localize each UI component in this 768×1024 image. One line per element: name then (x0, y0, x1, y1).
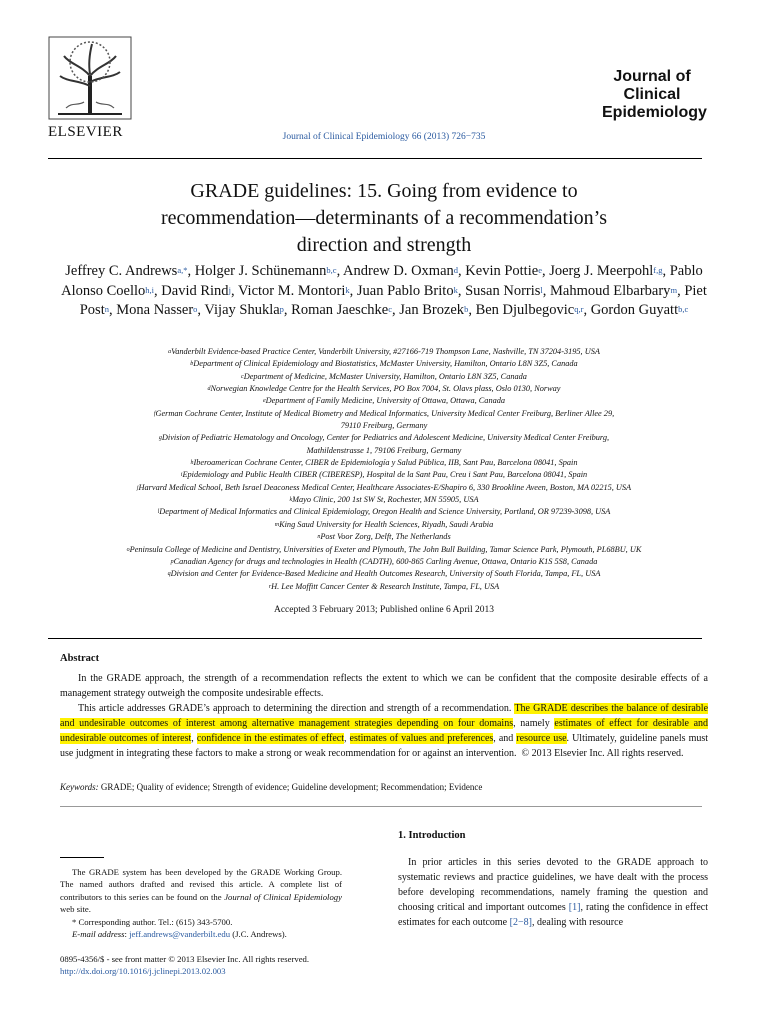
author: Piet Post (79, 282, 707, 318)
elsevier-logo (48, 36, 132, 132)
intro-text: In prior articles in this series devoted to the GRADE approach to systematic reviews and practice guidelines, we have dealt with the process before developing recommendations, namely framing the question and choosing critical and important outcomes (398, 857, 708, 914)
reference-link[interactable]: [2−8] (509, 917, 532, 929)
affiliation (44, 346, 724, 358)
section-divider (60, 806, 702, 807)
author-affiliation-ref[interactable]: b,c (678, 304, 689, 314)
header-divider (48, 158, 702, 159)
author-affiliation-ref[interactable]: d (453, 265, 459, 275)
section-heading: 1. Introduction (398, 830, 466, 841)
affiliation-text: Vanderbilt Evidence-based Practice Center, Vanderbilt University, #27166-719 Thompson Lane, Nashville, TN 37204-3195, USA (171, 347, 600, 356)
corresponding-author: * Corresponding author. Tel.: (615) 343-5700. (72, 916, 233, 927)
article-title (60, 178, 708, 259)
footnotes (60, 866, 342, 940)
author: Joerg J. Meerpohl (549, 263, 654, 279)
affiliation (44, 494, 724, 506)
affiliation-marker: a (168, 349, 172, 355)
email-link[interactable]: jeff.andrews@vanderbilt.edu (129, 929, 231, 940)
affiliation (44, 420, 724, 432)
author: Mahmoud Elbarbary (550, 282, 671, 299)
affiliation-text: Mathildenstrasse 1, 79106 Freiburg, Germany (306, 445, 462, 455)
affiliation (44, 469, 724, 481)
affiliation-marker: q (167, 571, 171, 578)
affiliation (44, 445, 724, 457)
author-affiliation-ref[interactable]: p (279, 304, 284, 314)
author-affiliation-ref[interactable]: k (345, 284, 350, 295)
author: Juan Pablo Brito (356, 282, 454, 299)
affiliation-marker: g (158, 435, 162, 442)
affiliation-text: Division and Center for Evidence-Based Medicine and Health Outcomes Research, University of South Florida, Tampa, FL, USA (170, 569, 601, 579)
affiliation-text: Peninsula College of Medicine and Dentistry, Universities of Exeter and Plymouth, The John Bull Building, Tamar Science Park, Plymouth, PL68BU, UK (129, 544, 642, 554)
affiliation (44, 358, 724, 370)
abstract-text: , (191, 732, 197, 744)
author: Pablo Alonso Coello (61, 263, 703, 299)
highlight[interactable]: The GRADE describes the balance of desirable and undesirable outcomes of interest among alternative management strategies depending on four domains (60, 702, 709, 729)
affiliation (44, 371, 724, 383)
journal-name: Journal of Clinical Epidemiology (224, 891, 342, 902)
title-line: recommendation—determinants of a recommendation’s (161, 207, 607, 229)
abstract-text: . Ultimately, guideline panels must use judgment in integrating these factors to make a strong or weak recommendation for or against an intervention. © 2013 Elsevier Inc. All rights reserved. (60, 732, 709, 759)
author-affiliation-ref[interactable]: b,c (326, 265, 337, 275)
affiliation-text: Post Voor Zorg, Delft, The Netherlands (320, 532, 451, 542)
abstract-body (60, 672, 708, 761)
affiliation-text: Department of Medicine, McMaster University, Hamilton, Ontario L8N 3Z5, Canada (243, 371, 527, 381)
abstract-divider (48, 638, 702, 639)
affiliation-marker: n (317, 534, 321, 541)
author-affiliation-ref[interactable]: b (464, 304, 469, 314)
footnote-rule (60, 857, 104, 858)
abstract-text: , namely (513, 717, 555, 729)
elsevier-tree-icon (48, 36, 132, 120)
author: Jeffrey C. Andrews (65, 263, 178, 279)
intro-paragraph (398, 855, 708, 930)
affiliation-marker: b (190, 361, 194, 368)
author-affiliation-ref[interactable]: h,i (145, 284, 155, 295)
affiliation (44, 432, 724, 444)
affiliation-text: Harvard Medical School, Beth Israel Deaconess Medical Center, Healthcare Associates-E/Shapiro 6, 330 Brookline Aveen, Boston, MA 02215, USA (138, 482, 632, 492)
author-affiliation-ref[interactable]: m (670, 284, 678, 295)
keywords-text: GRADE; Quality of evidence; Strength of evidence; Guideline development; Recommendation; Evidence (98, 782, 483, 792)
affiliation-marker: e (262, 398, 266, 405)
highlight[interactable]: confidence in the estimates of effect (196, 732, 344, 744)
affiliation-marker: h (190, 460, 194, 467)
affiliation-marker: l (157, 509, 160, 516)
author-affiliation-ref[interactable]: j (228, 284, 231, 295)
reference-link[interactable]: [1] (568, 902, 581, 914)
title-line: direction and strength (296, 234, 472, 256)
author-affiliation-ref[interactable]: k (453, 284, 458, 295)
highlight[interactable]: resource use (516, 732, 567, 744)
affiliation-text: Department of Clinical Epidemiology and Biostatistics, McMaster University, Hamilton, Ontario L8N 3Z5, Canada (193, 359, 578, 369)
author: Andrew D. Oxman (343, 263, 454, 279)
author-affiliation-ref[interactable]: f,g (653, 265, 663, 275)
affiliation (44, 408, 724, 420)
author: Holger J. Schünemann (194, 263, 327, 279)
intro-text: , rating the confidence in effect estimates for each outcome (398, 902, 708, 929)
title-line: GRADE guidelines: 15. Going from evidence to (190, 180, 578, 202)
journal-title-line: Epidemiology (602, 104, 707, 121)
intro-text: , dealing with resource (531, 917, 624, 929)
journal-title-line: Clinical (623, 86, 681, 103)
author-affiliation-ref[interactable]: e (538, 265, 542, 275)
abstract-heading: Abstract (60, 653, 100, 664)
affiliation-text: Division of Pediatric Hematology and Oncology, Center for Pediatrics and Adolescent Medicine, University Medical Center Freiburg, (161, 433, 610, 443)
affiliation (44, 544, 724, 556)
affiliation-marker: f (153, 410, 156, 417)
affiliation-text: Canadian Agency for drugs and technologies in Health (CADTH), 600-865 Carling Avenue, Ottawa, Ontario K1S 5S8, Canada (173, 556, 598, 566)
highlight[interactable]: estimates of effect for desirable and undesirable outcomes of interest (60, 717, 709, 744)
affiliation-text: Department of Family Medicine, University of Ottawa, Ottawa, Canada (265, 396, 506, 406)
author: David Rind (161, 282, 229, 299)
affiliation (44, 383, 724, 395)
abstract-text: This article addresses GRADE’s approach to determining the direction and strength of a recommendation. (78, 702, 515, 714)
author-affiliation-ref[interactable]: q,r (574, 304, 584, 314)
author: Susan Norris (465, 282, 541, 299)
affiliation (44, 568, 724, 580)
issn-block (60, 953, 309, 978)
email-tail: (J.C. Andrews). (230, 929, 287, 940)
affiliation (44, 395, 724, 407)
abstract-paragraph (60, 702, 708, 762)
affiliation-marker: k (289, 497, 293, 504)
affiliation-text: Norwegian Knowledge Centre for the Health Services, PO Box 7004, St. Olavs plass, Oslo 0130, Norway (210, 384, 561, 394)
abstract-text: , and (493, 732, 517, 744)
footnote-text (60, 866, 342, 916)
affiliation-text: German Cochrane Center, Institute of Medical Biometry and Medical Informatics, University Medical Center Freiburg, Berliner Allee 29, (155, 408, 615, 418)
affiliation-text: H. Lee Moffitt Cancer Center & Research Institute, Tampa, FL, USA (271, 581, 500, 591)
author: Ben Djulbegovic (475, 302, 575, 318)
author: Kevin Pottie (465, 263, 539, 279)
footnote-part: The GRADE system has been developed by the GRADE Working Group. The named authors drafted and revised this article. A complete list of contributors to this series can be found on the (60, 867, 342, 902)
email-label: E-mail address (72, 929, 125, 940)
affiliation-text: Epidemiology and Public Health CIBER (CIBERESP), Hospital de la Sant Pau, Creu i Sant Pau, Barcelona 08041, Spain (182, 470, 588, 480)
affiliation-text: King Saud University for Health Sciences, Riyadh, Saudi Arabia (279, 519, 494, 529)
affiliation (44, 531, 724, 543)
author: Roman Jaeschke (291, 302, 389, 318)
affiliation-marker: i (180, 472, 183, 479)
author-affiliation-ref[interactable]: c (388, 304, 392, 314)
affiliation (44, 581, 724, 593)
accepted-date: Accepted 3 February 2013; Published online 6 April 2013 (273, 605, 495, 615)
affiliation-text: Iberoamerican Cochrane Center, CIBER de Epidemiología y Salud Pública, IIB, Sant Pau, Barcelona 08041, Spain (193, 458, 578, 468)
affiliation (44, 519, 724, 531)
author-affiliation-ref[interactable]: a,* (177, 265, 188, 275)
journal-title-line: Journal of (613, 68, 691, 85)
author-affiliation-ref[interactable]: n (104, 304, 109, 314)
abstract-paragraph: In the GRADE approach, the strength of a recommendation reflects the extent to which we can be confident that the composite desirable effects of a management strategy outweigh the composite undesirable effects. (60, 673, 708, 699)
affiliation (44, 556, 724, 568)
affiliation (44, 457, 724, 469)
affiliation-marker: m (274, 521, 280, 528)
affiliation-marker: c (241, 373, 244, 380)
email-line: E-mail address: jeff.andrews@vanderbilt.edu (J.C. Andrews). (72, 929, 287, 940)
author: Victor M. Montori (237, 282, 346, 299)
affiliation-marker: p (170, 558, 174, 565)
journal-title (602, 68, 707, 122)
affiliation-marker: o (126, 546, 130, 553)
author-affiliation-ref[interactable]: o (193, 304, 198, 314)
author: Jan Brozek (399, 302, 465, 318)
keywords-label: Keywords: (60, 782, 99, 792)
affiliation-text: 79110 Freiburg, Germany (340, 421, 428, 431)
footnote-part: web site. (60, 904, 91, 915)
affiliation (44, 506, 724, 518)
publisher-name: ELSEVIER (48, 124, 123, 140)
author: Mona Nasser (116, 302, 194, 318)
affiliation-marker: r (268, 583, 272, 590)
author: Gordon Guyatt (590, 302, 679, 318)
abstract-text: , (344, 732, 350, 744)
author-list: Jeffrey C. Andrews$^{a,*}$, Holger J. Schünemann$^{b,c}$, Andrew D. Oxman$^d$, Kevin Pottie$^e$, Joerg J. Meerpohl$^{f,g}$, Pablo Alonso Coello$^{h,i}$, David Rind$^j$, Victor M. Montori$^k$, Juan Pablo Brito$^k$, Susan Norris$^l$, Mahmoud Elbarbary$^m$, Piet Post$^n$, Mona Nasser$^o$, Vijay Shukla$^p$, Roman Jaeschke$^c$, Jan Brozek$^b$, Ben Djulbegovic$^{q,r}$, Gordon Guyatt$^{b,c}$ (61, 263, 707, 318)
affiliation-marker: d (207, 386, 211, 393)
affiliation-list (44, 346, 724, 593)
affiliation-marker: j (136, 484, 139, 491)
keywords (60, 782, 708, 792)
doi-link[interactable]: http://dx.doi.org/10.1016/j.jclinepi.2013.02.003 (60, 966, 226, 977)
journal-citation[interactable]: Journal of Clinical Epidemiology 66 (2013) 726−735 (282, 132, 486, 142)
issn-line: 0895-4356/$ - see front matter © 2013 Elsevier Inc. All rights reserved. (60, 954, 310, 964)
author: Vijay Shukla (204, 302, 280, 318)
author-affiliation-ref[interactable]: l (540, 284, 543, 295)
highlight[interactable]: estimates of values and preferences (349, 732, 494, 744)
affiliation (44, 482, 724, 494)
affiliation-text: Mayo Clinic, 200 1st SW St, Rochester, MN 55905, USA (292, 495, 479, 505)
affiliation-text: Department of Medical Informatics and Clinical Epidemiology, Oregon Health and Science University, Portland, OR 97239-3098, USA (159, 507, 611, 517)
